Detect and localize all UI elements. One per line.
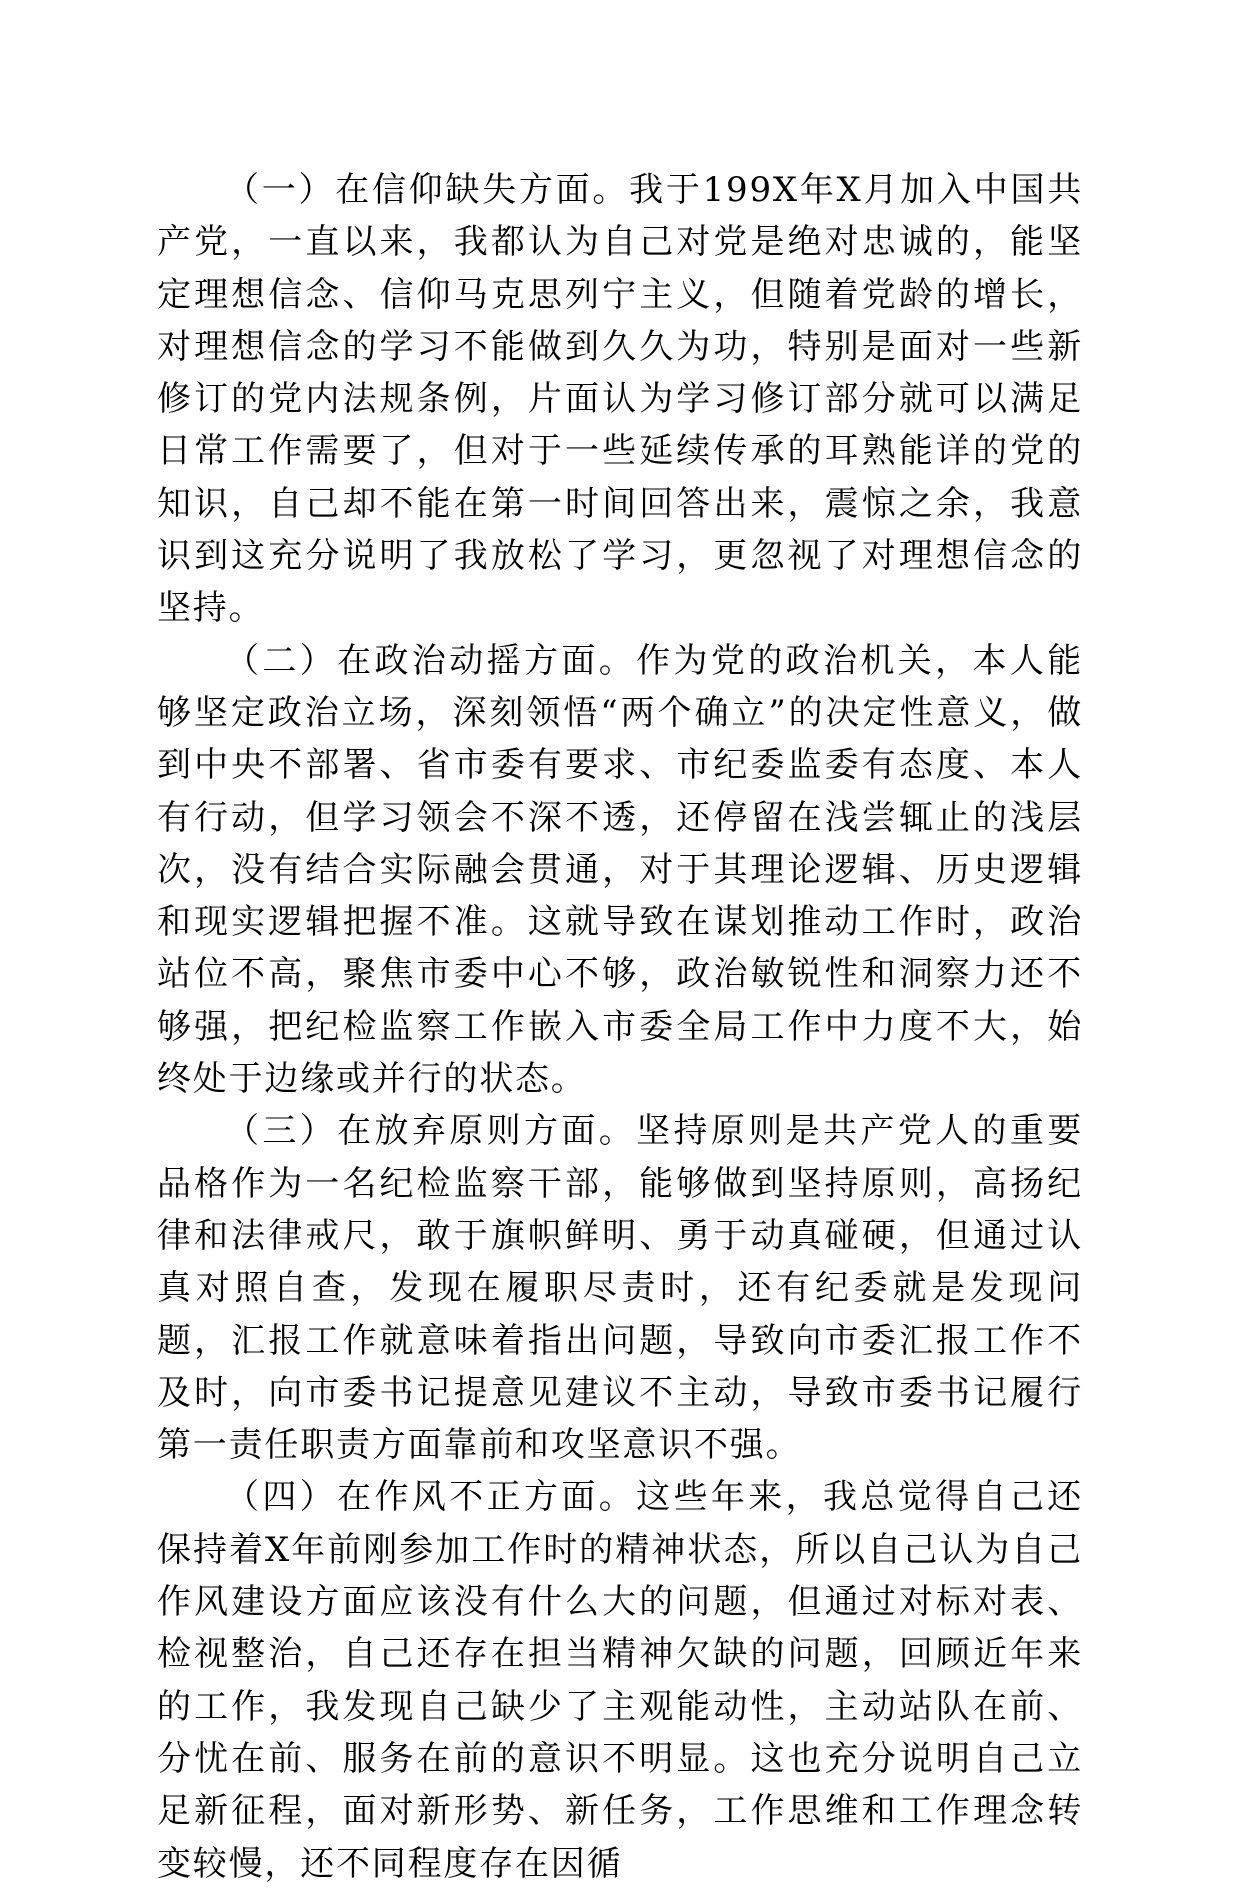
paragraph-principle: （三）在放弃原则方面。坚持原则是共产党人的重要品格作为一名纪检监察干部，能够做到坚持原则，高扬纪律和法律戒尺，敢于旗帜鲜明、勇于动真碰硬，但通过认真对照自查，发现在履职尽责时，还有纪委就是发现问题，汇报工作就意味着指出问题，导致向市委汇报工作不及时，向市委书记提意见建议不主动，导致市委书记履行第一责任职责方面靠前和攻坚意识不强。 [157,1111,1083,1466]
document-body [157,164,1083,1890]
paragraph-work-style: （四）在作风不正方面。这些年来，我总觉得自己还保持着X年前刚参加工作时的精神状态，所以自己认为自己作风建设方面应该没有什么大的问题，但通过对标对表、检视整治，自己还存在担当精神欠缺的问题，回顾近年来的工作，我发现自己缺少了主观能动性，主动站队在前、分忧在前、服务在前的意识不明显。这也充分说明自己立足新征程，面对新形势、新任务，工作思维和工作理念转变较慢，还不同程度存在因循 [157,1477,1083,1884]
paragraph-belief: （一）在信仰缺失方面。我于199X年X月加入中国共产党，一直以来，我都认为自己对党是绝对忠诚的，能坚定理想信念、信仰马克思列宁主义，但随着党龄的增长，对理想信念的学习不能做到久久为功，特别是面对一些新修订的党内法规条例，片面认为学习修订部分就可以满足日常工作需要了，但对于一些延续传承的耳熟能详的党的知识，自己却不能在第一时间回答出来，震惊之余，我意识到这充分说明了我放松了学习，更忽视了对理想信念的坚持。 [157,170,1083,629]
paragraph-politics: （二）在政治动摇方面。作为党的政治机关，本人能够坚定政治立场，深刻领悟“两个确立”的决定性意义，做到中央不部署、省市委有要求、市纪委监委有态度、本人有行动，但学习领会不深不透，还停留在浅尝辄止的浅层次，没有结合实际融会贯通，对于其理论逻辑、历史逻辑和现实逻辑把握不准。这就导致在谋划推动工作时，政治站位不高，聚焦市委中心不够，政治敏锐性和洞察力还不够强，把纪检监察工作嵌入市委全局工作中力度不大，始终处于边缘或并行的状态。 [157,640,1083,1100]
